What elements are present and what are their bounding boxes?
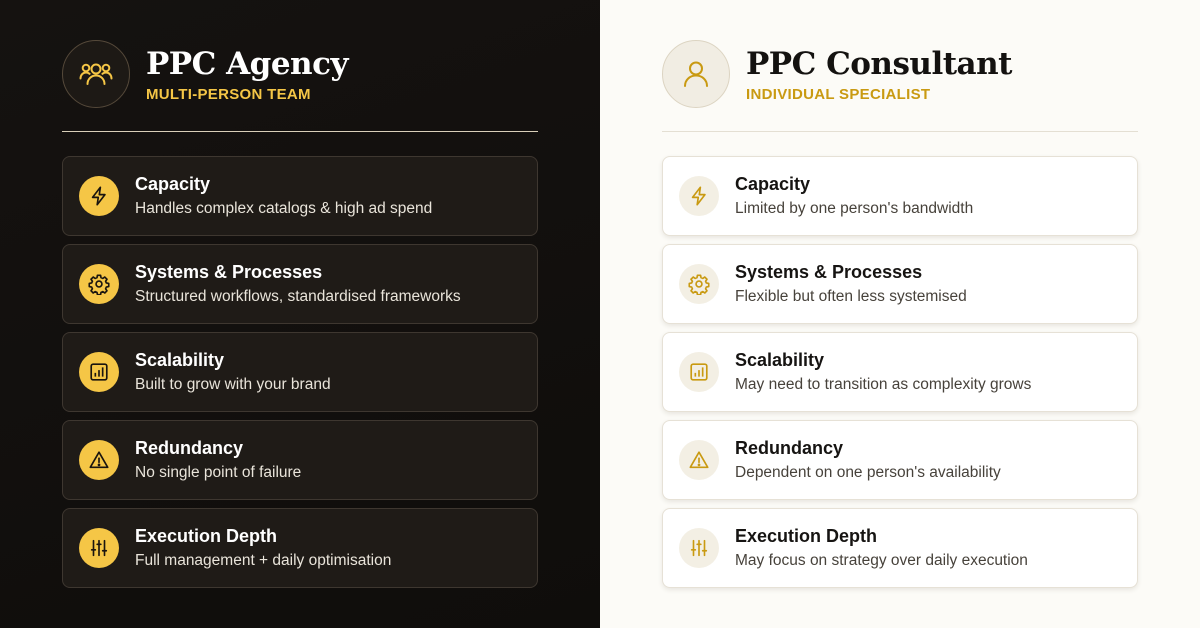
consultant-panel [600, 0, 1200, 628]
sliders-icon [679, 528, 719, 568]
agency-title: PPC Agency [146, 45, 348, 82]
consultant-subtitle: INDIVIDUAL SPECIALIST [746, 85, 931, 103]
card-title: Scalability [735, 350, 825, 370]
warning-icon [79, 440, 119, 480]
user-icon [662, 40, 730, 108]
lightning-icon [679, 176, 719, 216]
card-description: Dependent on one person's availability [735, 464, 1001, 481]
consultant-card-execution [662, 508, 1138, 588]
agency-card-execution [62, 508, 538, 588]
card-description: Structured workflows, standardised frameworks [135, 288, 461, 305]
card-title: Execution Depth [735, 526, 878, 546]
card-description: May need to transition as complexity grows [735, 376, 1032, 393]
bar-chart-icon [79, 352, 119, 392]
card-title: Redundancy [135, 438, 244, 458]
consultant-card-systems [662, 244, 1138, 324]
consultant-card-scalability [662, 332, 1138, 412]
card-title: Execution Depth [135, 526, 278, 546]
card-description: Built to grow with your brand [135, 376, 331, 393]
card-title: Redundancy [735, 438, 844, 458]
card-description: Limited by one person's bandwidth [735, 200, 974, 217]
agency-subtitle: MULTI-PERSON TEAM [146, 85, 311, 103]
consultant-header [662, 40, 1138, 108]
card-title: Systems & Processes [735, 262, 923, 282]
consultant-card-list [662, 156, 1138, 588]
consultant-card-capacity [662, 156, 1138, 236]
card-description: Flexible but often less systemised [735, 288, 967, 305]
card-title: Capacity [735, 174, 811, 194]
agency-card-scalability [62, 332, 538, 412]
bar-chart-icon [679, 352, 719, 392]
gear-icon [79, 264, 119, 304]
card-title: Systems & Processes [135, 262, 323, 282]
warning-icon [679, 440, 719, 480]
card-description: Full management + daily optimisation [135, 552, 392, 569]
agency-card-redundancy [62, 420, 538, 500]
gear-icon [679, 264, 719, 304]
lightning-icon [79, 176, 119, 216]
consultant-title: PPC Consultant [746, 45, 1013, 82]
card-title: Capacity [135, 174, 211, 194]
consultant-card-redundancy [662, 420, 1138, 500]
agency-card-list [62, 156, 538, 588]
card-description: No single point of failure [135, 464, 302, 481]
agency-divider [62, 131, 538, 132]
card-title: Scalability [135, 350, 225, 370]
agency-card-systems [62, 244, 538, 324]
card-description: Handles complex catalogs & high ad spend [135, 200, 433, 217]
card-description: May focus on strategy over daily execution [735, 552, 1028, 569]
sliders-icon [79, 528, 119, 568]
consultant-divider [662, 131, 1138, 132]
team-icon [62, 40, 130, 108]
agency-header [62, 40, 538, 108]
agency-card-capacity [62, 156, 538, 236]
